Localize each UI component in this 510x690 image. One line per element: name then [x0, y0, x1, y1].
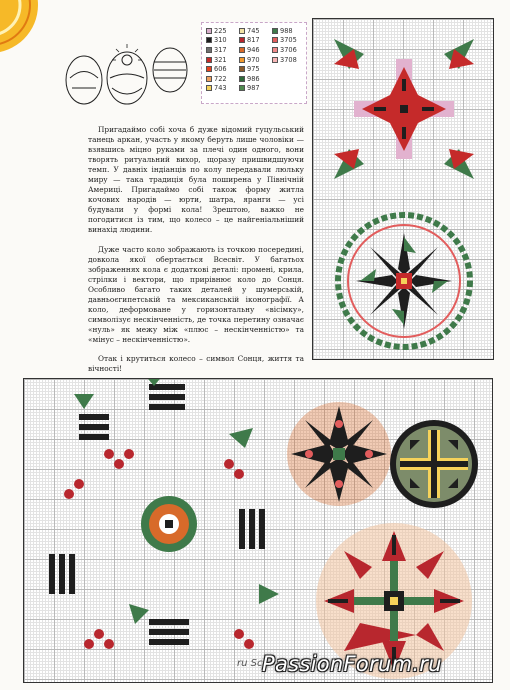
- color-code: 225: [214, 26, 227, 35]
- color-key-entry: [239, 36, 270, 46]
- color-code: 743: [214, 84, 227, 93]
- color-key-entry: [206, 36, 237, 46]
- color-key-entry: [239, 26, 270, 36]
- color-swatch: [272, 47, 278, 53]
- color-swatch: [206, 76, 212, 82]
- wreath-motif: [338, 215, 470, 347]
- color-swatch: [272, 57, 278, 63]
- color-code: 317: [214, 45, 227, 54]
- color-key-entry: [272, 84, 303, 94]
- color-key-entry: [239, 55, 270, 65]
- color-code: 946: [247, 45, 260, 54]
- color-swatch: [239, 85, 245, 91]
- color-key-entry: [239, 74, 270, 84]
- color-swatch: [206, 66, 212, 72]
- cross-stitch-chart-top: [312, 18, 494, 360]
- color-swatch: [239, 47, 245, 53]
- color-key-entry: [272, 26, 303, 36]
- color-swatch: [206, 57, 212, 63]
- cross-stitch-chart-bottom: [23, 378, 493, 683]
- color-key-entry: [272, 64, 303, 74]
- color-swatch: [272, 28, 278, 34]
- article-text: [88, 125, 304, 383]
- color-code: 3708: [280, 55, 297, 64]
- color-code: 321: [214, 55, 227, 64]
- color-swatch: [206, 47, 212, 53]
- color-code: 3706: [280, 45, 297, 54]
- paragraph-1: Пригадаймо собі хоча б дуже відомий гуцульський танець аркан, участь у якому беруть лише чоловіки — взявшись міцно руками за плечі один одного, вони творять ритуальний вихор, щоразу пришвидшуючи темп. У давніх індіанців по колу передавали люльку миру — така традиція була поширена у Північній Америці. Пригадаймо собі також форму житла кочових народів — юрти, шатра, яранги — усі будували у формі кола! Зрештою, важко не погодитися із тим, що колесо – це найгеніальніший винахід людини.: [88, 125, 304, 235]
- color-swatch: [206, 28, 212, 34]
- top-patterns: [313, 19, 495, 361]
- color-key-entry: [206, 84, 237, 94]
- color-key-grid: [206, 26, 303, 93]
- easter-eggs-illustration: [42, 20, 202, 110]
- color-code: 310: [214, 36, 227, 45]
- color-code: 606: [214, 65, 227, 74]
- sun-illustration: [0, 0, 42, 70]
- color-swatch: [272, 37, 278, 43]
- rosette-motif: [287, 402, 391, 506]
- color-swatch: [206, 85, 212, 91]
- flower-wreath: [49, 379, 279, 649]
- color-swatch: [239, 57, 245, 63]
- color-key: [201, 22, 307, 104]
- paragraph-2: Дуже часто коло зображають із точкою посередині, довкола якої обертається Всесвіт. У багатьох зображеннях кола є додаткові деталі: промені, крила, стрілки і вектори, що прирівнює коло до Сонця. Особливо багато таких деталей у шумерській, давньоєгипетській та мексиканській іконографії. А коло, деформоване у горизонтальну «вісімку», символізує нескінченність, де точка перетину означає «нуль» як межу між «плюс – нескінченністю» та «мінус – нескінченністю».: [88, 244, 304, 344]
- sun-cross-motif: [390, 420, 478, 508]
- color-key-entry: [206, 26, 237, 36]
- color-key-entry: [206, 55, 237, 65]
- color-code: 722: [214, 74, 227, 83]
- paragraph-3: Отак і крутиться колесо – символ Сонця, життя та вічності!: [88, 353, 304, 374]
- color-key-entry: [239, 64, 270, 74]
- color-code: 817: [247, 36, 260, 45]
- color-swatch: [239, 37, 245, 43]
- color-key-entry: [272, 36, 303, 46]
- signature: ru Sc: [237, 658, 263, 669]
- color-code: 745: [247, 26, 260, 35]
- color-code: 3705: [280, 36, 297, 45]
- color-key-entry: [206, 64, 237, 74]
- color-code: 986: [247, 74, 260, 83]
- color-swatch: [239, 28, 245, 34]
- color-code: 987: [247, 84, 260, 93]
- color-swatch: [206, 37, 212, 43]
- color-key-entry: [206, 74, 237, 84]
- color-key-entry: [272, 45, 303, 55]
- star-motif: [334, 39, 474, 179]
- color-swatch: [239, 66, 245, 72]
- color-key-entry: [272, 55, 303, 65]
- watermark: PassionForum.ru: [262, 652, 442, 676]
- color-key-entry: [206, 45, 237, 55]
- color-code: 988: [280, 26, 293, 35]
- color-code: 975: [247, 65, 260, 74]
- bottom-patterns: [24, 379, 494, 684]
- color-key-entry: [272, 74, 303, 84]
- color-code: 970: [247, 55, 260, 64]
- color-key-entry: [239, 45, 270, 55]
- color-swatch: [239, 76, 245, 82]
- color-key-entry: [239, 84, 270, 94]
